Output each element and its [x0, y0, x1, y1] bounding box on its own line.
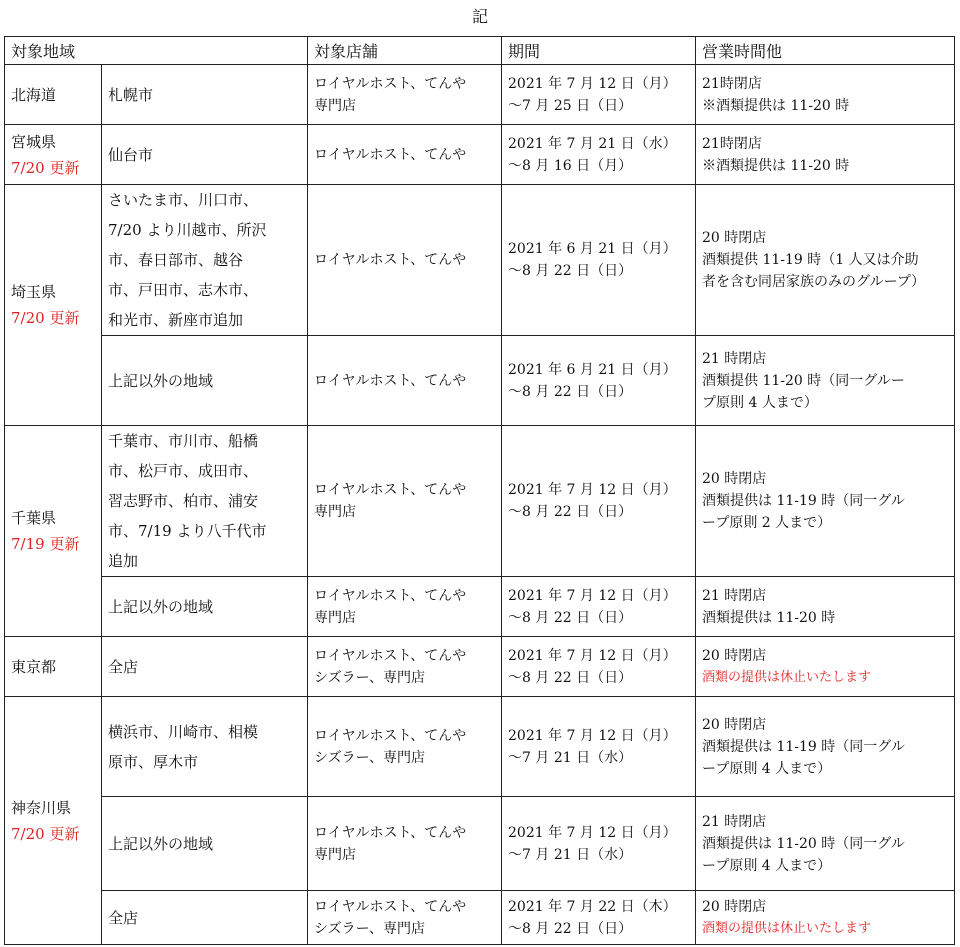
city-line: 全店 — [108, 908, 139, 927]
period-line: ～8 月 16 日（月） — [508, 157, 633, 174]
table-row — [5, 185, 955, 336]
period-line: 2021 年 7 月 21 日（水） — [508, 135, 677, 152]
period-cell — [502, 797, 696, 891]
stores-line: 専門店 — [314, 504, 357, 520]
hours-line: 酒類提供 11-20 時（同一グルー — [702, 372, 905, 389]
period-cell — [502, 65, 696, 125]
period-cell — [502, 891, 696, 945]
hours-line: ープ原則 4 人まで） — [702, 857, 832, 874]
city-cell — [102, 577, 308, 637]
city-cell — [102, 637, 308, 697]
period-line: 2021 年 7 月 12 日（月） — [508, 587, 677, 604]
city-line: 和光市、新座市追加 — [108, 311, 244, 329]
stores-line: ロイヤルホスト、てんや — [314, 647, 467, 664]
prefecture-cell — [5, 185, 102, 426]
prefecture-cell — [5, 637, 102, 697]
document-title: 記 — [471, 7, 488, 26]
header-period: 期間 — [502, 37, 696, 65]
stores-line: シズラー、専門店 — [314, 749, 426, 766]
hours-line: 20 時閉店 — [702, 716, 767, 733]
update-note: 7/20 更新 — [11, 309, 80, 327]
stores-line: ロイヤルホスト、てんや — [314, 587, 467, 604]
stores-cell — [308, 185, 502, 336]
table-row — [5, 336, 955, 426]
city-line: 千葉市、市川市、船橋 — [108, 432, 259, 450]
period-cell — [502, 185, 696, 336]
update-note: 7/19 更新 — [11, 535, 80, 553]
period-cell — [502, 336, 696, 426]
prefecture-cell — [5, 697, 102, 945]
city-cell — [102, 426, 308, 577]
city-line: 市、7/19 より八千代市 — [108, 522, 267, 540]
city-line: 市、松戸市、成田市、 — [108, 462, 259, 480]
table-row — [5, 891, 955, 945]
alcohol-suspended-note: 酒類の提供は休止いたします — [702, 920, 872, 936]
city-line: 市、春日部市、越谷 — [108, 251, 244, 269]
period-line: 2021 年 7 月 12 日（月） — [508, 482, 677, 498]
header-area: 対象地域 — [5, 37, 308, 65]
city-line: 追加 — [108, 552, 139, 570]
prefecture-name: 神奈川県 — [11, 798, 72, 817]
hours-line: プ原則 4 人まで） — [702, 394, 818, 411]
period-line: ～7 月 21 日（水） — [508, 846, 633, 863]
period-line: 2021 年 6 月 21 日（月） — [508, 361, 677, 378]
period-line: 2021 年 7 月 12 日（月） — [508, 727, 677, 744]
hours-cell — [696, 185, 955, 336]
city-line: 習志野市、柏市、浦安 — [108, 492, 259, 510]
city-line: 全店 — [108, 657, 139, 676]
period-cell — [502, 125, 696, 185]
period-line: ～8 月 22 日（日） — [508, 504, 633, 520]
prefecture-name: 埼玉県 — [11, 283, 57, 301]
city-cell — [102, 185, 308, 336]
hours-line: ープ原則 2 人まで） — [702, 515, 832, 531]
hours-cell — [696, 891, 955, 945]
stores-line: ロイヤルホスト、てんや — [314, 482, 467, 498]
table-row — [5, 65, 955, 125]
prefecture-cell — [5, 125, 102, 185]
period-line: 2021 年 7 月 12 日（月） — [508, 647, 677, 664]
hours-line: 21 時閉店 — [702, 587, 767, 604]
hours-line: 21時閉店 — [702, 135, 762, 152]
hours-line: 酒類提供 11-19 時（1 人又は介助 — [702, 252, 919, 268]
stores-line: ロイヤルホスト、てんや — [314, 898, 467, 915]
hours-cell — [696, 125, 955, 185]
schedule-table — [4, 36, 955, 945]
stores-cell — [308, 65, 502, 125]
hours-cell — [696, 797, 955, 891]
stores-cell — [308, 336, 502, 426]
city-line: 市、戸田市、志木市、 — [108, 281, 259, 299]
period-line: 2021 年 6 月 21 日（月） — [508, 241, 677, 257]
hours-line: 酒類提供は 11-19 時（同一グル — [702, 493, 905, 509]
hours-cell — [696, 426, 955, 577]
table-row — [5, 697, 955, 797]
city-cell — [102, 125, 308, 185]
hours-line: 者を含む同居家族のみのグループ） — [702, 274, 926, 290]
stores-line: シズラー、専門店 — [314, 669, 426, 686]
hours-line: 21 時閉店 — [702, 350, 767, 367]
update-note: 7/20 更新 — [11, 824, 80, 843]
city-cell — [102, 336, 308, 426]
table-row — [5, 577, 955, 637]
stores-line: ロイヤルホスト、てんや — [314, 252, 467, 268]
period-line: ～8 月 22 日（日） — [508, 609, 633, 626]
prefecture-name: 北海道 — [11, 85, 57, 104]
city-line: 横浜市、川崎市、相模 — [108, 722, 259, 741]
hours-cell — [696, 336, 955, 426]
header-hours: 営業時間他 — [696, 37, 955, 65]
stores-line: ロイヤルホスト、てんや — [314, 824, 467, 841]
stores-line: シズラー、専門店 — [314, 920, 426, 937]
period-line: 2021 年 7 月 22 日（木） — [508, 898, 677, 915]
hours-cell — [696, 65, 955, 125]
hours-line: 酒類提供は 11-20 時（同一グル — [702, 835, 905, 852]
period-line: ～8 月 22 日（日） — [508, 669, 633, 686]
city-line: 上記以外の地域 — [108, 834, 214, 853]
stores-line: ロイヤルホスト、てんや — [314, 727, 467, 744]
period-line: 2021 年 7 月 12 日（月） — [508, 824, 677, 841]
stores-cell — [308, 426, 502, 577]
hours-line: 20 時閉店 — [702, 471, 767, 487]
stores-cell — [308, 125, 502, 185]
prefecture-cell — [5, 426, 102, 637]
period-line: ～8 月 22 日（日） — [508, 383, 633, 400]
stores-cell — [308, 637, 502, 697]
stores-cell — [308, 891, 502, 945]
city-line: 札幌市 — [108, 85, 154, 104]
hours-line: 酒類提供は 11-20 時 — [702, 609, 836, 626]
stores-line: ロイヤルホスト、てんや — [314, 146, 467, 163]
city-line: 上記以外の地域 — [108, 597, 214, 616]
period-cell — [502, 697, 696, 797]
stores-cell — [308, 697, 502, 797]
stores-line: 専門店 — [314, 609, 357, 626]
hours-line: ※酒類提供は 11-20 時 — [702, 97, 850, 114]
hours-line: ※酒類提供は 11-20 時 — [702, 157, 850, 174]
city-line: 上記以外の地域 — [108, 371, 214, 390]
header-stores: 対象店舗 — [308, 37, 502, 65]
period-line: 2021 年 7 月 12 日（月） — [508, 75, 677, 92]
period-cell — [502, 637, 696, 697]
table-row — [5, 637, 955, 697]
hours-cell — [696, 577, 955, 637]
period-line: ～8 月 22 日（日） — [508, 263, 633, 279]
prefecture-cell — [5, 65, 102, 125]
hours-line: 20 時閉店 — [702, 230, 767, 246]
city-line: さいたま市、川口市、 — [108, 191, 259, 209]
city-cell — [102, 65, 308, 125]
hours-cell — [696, 697, 955, 797]
hours-line: 20 時閉店 — [702, 898, 767, 915]
period-line: ～7 月 25 日（日） — [508, 97, 633, 114]
city-line: 7/20 より川越市、所沢 — [108, 221, 267, 239]
table-row — [5, 125, 955, 185]
stores-line: ロイヤルホスト、てんや — [314, 372, 467, 389]
update-note: 7/20 更新 — [11, 158, 80, 177]
city-line: 仙台市 — [108, 145, 154, 164]
city-cell — [102, 797, 308, 891]
table-row — [5, 426, 955, 577]
stores-line: ロイヤルホスト、てんや — [314, 75, 467, 92]
hours-line: 21 時閉店 — [702, 813, 767, 830]
alcohol-suspended-note: 酒類の提供は休止いたします — [702, 669, 872, 685]
period-line: ～7 月 21 日（水） — [508, 749, 633, 766]
city-cell — [102, 891, 308, 945]
period-cell — [502, 577, 696, 637]
prefecture-name: 東京都 — [11, 657, 57, 676]
table-row — [5, 797, 955, 891]
prefecture-name: 千葉県 — [11, 509, 57, 527]
city-cell — [102, 697, 308, 797]
hours-cell — [696, 637, 955, 697]
header-row — [5, 37, 955, 65]
period-cell — [502, 426, 696, 577]
stores-cell — [308, 797, 502, 891]
stores-line: 専門店 — [314, 97, 357, 114]
prefecture-name: 宮城県 — [11, 132, 57, 151]
stores-line: 専門店 — [314, 846, 357, 863]
hours-line: 酒類提供は 11-19 時（同一グル — [702, 738, 905, 755]
hours-line: 21時閉店 — [702, 75, 762, 92]
stores-cell — [308, 577, 502, 637]
period-line: ～8 月 22 日（日） — [508, 920, 633, 937]
hours-line: 20 時閉店 — [702, 647, 767, 664]
hours-line: ープ原則 4 人まで） — [702, 760, 832, 777]
city-line: 原市、厚木市 — [108, 752, 199, 771]
